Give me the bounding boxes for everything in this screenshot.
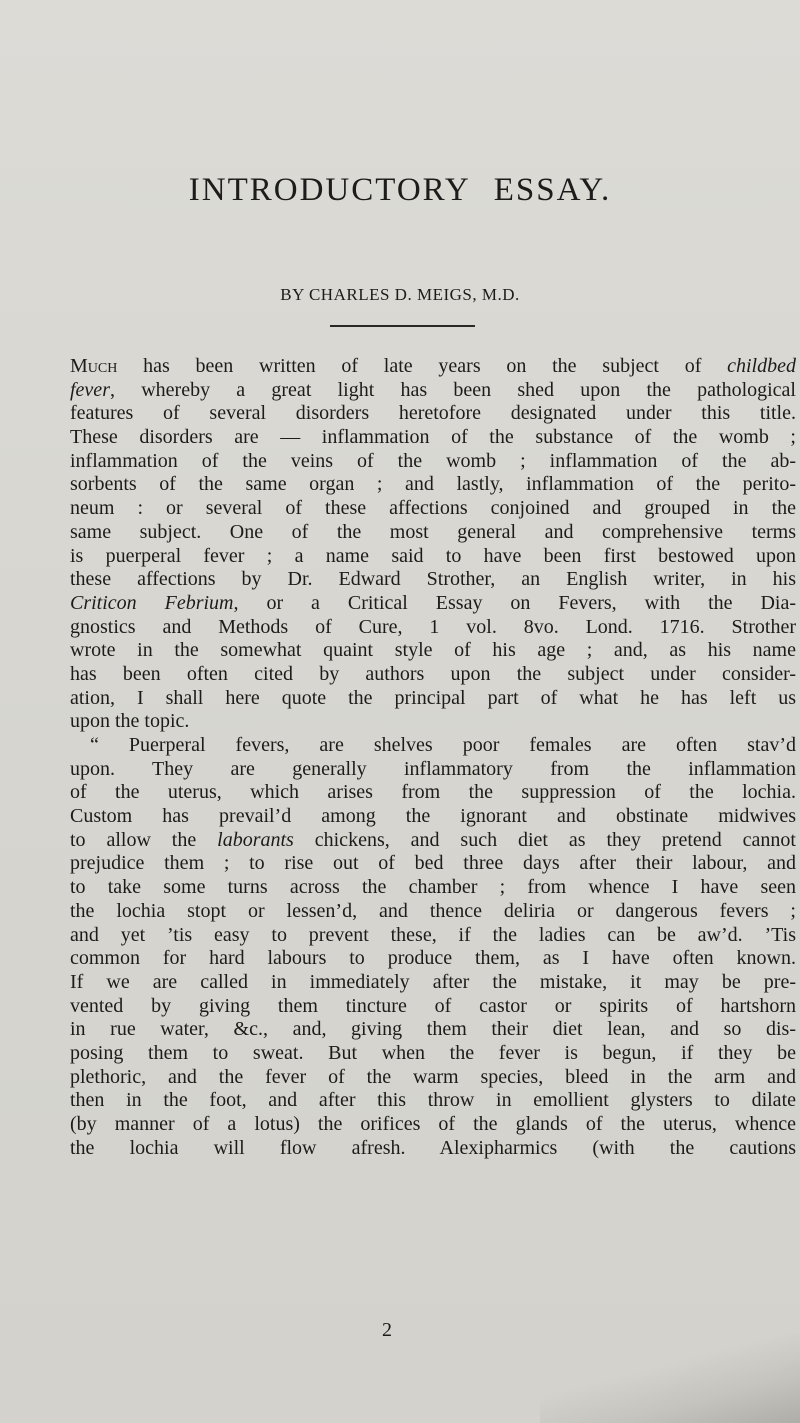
body-line: these affections by Dr. Edward Strother, an English writer, in his	[70, 568, 796, 591]
drop-word: Much	[70, 355, 118, 377]
body-line: same subject. One of the most general and comprehensive terms	[70, 520, 796, 543]
body-line: then in the foot, and after this throw in emollient glysters to dilate	[70, 1089, 796, 1112]
body-line: upon the topic.	[70, 710, 190, 733]
body-line: neum : or several of these affections conjoined and grouped in the	[70, 497, 796, 520]
body-line: plethoric, and the fever of the warm species, bleed in the arm and	[70, 1065, 796, 1088]
body-line: to allow the laborants chickens, and such diet as they pretend cannot	[70, 828, 796, 851]
body-line: common for hard labours to produce them, as I have often known.	[70, 947, 796, 970]
body-line: inflammation of the veins of the womb ; inflammation of the ab-	[70, 449, 796, 472]
body-line: If we are called in immediately after the mistake, it may be pre-	[70, 970, 796, 993]
body-line: vented by giving them tincture of castor or spirits of hartshorn	[70, 994, 796, 1017]
body-line: Custom has prevail’d among the ignorant and obstinate midwives	[70, 805, 796, 828]
page-number: 2	[382, 1319, 392, 1341]
body-line: of the uterus, which arises from the suppression of the lochia.	[70, 781, 796, 804]
body-line: features of several disorders heretofore designated under this title.	[70, 402, 796, 425]
title-word-2: ESSAY.	[493, 172, 612, 208]
body-line: to take some turns across the chamber ; from whence I have seen	[70, 876, 796, 899]
title-divider	[330, 325, 475, 327]
body-line: gnostics and Methods of Cure, 1 vol. 8vo. Lond. 1716. Strother	[70, 615, 796, 638]
page-corner-shadow	[540, 1333, 800, 1423]
body-line: Criticon Febrium, or a Critical Essay on Fevers, with the Dia-	[70, 591, 797, 614]
essay-body	[70, 355, 796, 1160]
body-line: prejudice them ; to rise out of bed three days after their labour, and	[70, 852, 796, 875]
body-line: “ Puerperal fevers, are shelves poor females are often stav’d	[90, 734, 796, 756]
body-line: sorbents of the same organ ; and lastly, inflammation of the perito-	[70, 473, 796, 496]
body-line: wrote in the somewhat quaint style of his age ; and, as his name	[70, 639, 796, 662]
body-line: upon. They are generally inflammatory from the inflammation	[70, 757, 796, 780]
title-word-1: INTRODUCTORY	[188, 172, 470, 208]
essay-title	[0, 170, 800, 210]
body-line: the lochia will flow afresh. Alexipharmics (with the cautions	[70, 1136, 796, 1159]
body-line: These disorders are — inflammation of the substance of the womb ;	[70, 426, 796, 449]
author-byline: BY CHARLES D. MEIGS, M.D.	[280, 285, 520, 304]
body-line: and yet ’tis easy to prevent these, if the ladies can be aw’d. ’Tis	[70, 923, 796, 946]
body-line: posing them to sweat. But when the fever is begun, if they be	[70, 1041, 796, 1064]
body-line: the lochia stopt or lessen’d, and thence deliria or dangerous fevers ;	[70, 899, 796, 922]
body-line: has been often cited by authors upon the subject under consider-	[70, 662, 796, 685]
body-line: in rue water, &c., and, giving them their diet lean, and so dis-	[70, 1018, 796, 1041]
body-line: Much has been written of late years on the subject of childbed	[70, 355, 796, 377]
body-line: (by manner of a lotus) the orifices of the glands of the uterus, whence	[70, 1113, 796, 1135]
body-line: ation, I shall here quote the principal part of what he has left us	[70, 686, 796, 709]
body-line: is puerperal fever ; a name said to have been first bestowed upon	[70, 544, 796, 567]
body-line: fever, whereby a great light has been shed upon the pathological	[70, 378, 796, 401]
